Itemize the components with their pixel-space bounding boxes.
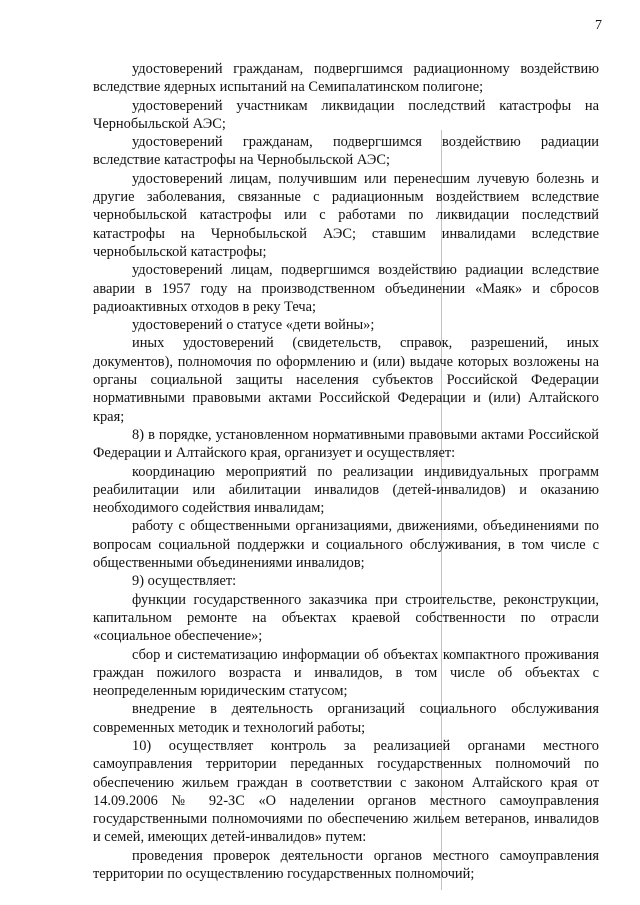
paragraph: 10) осуществляет контроль за реализацией органами местного самоуправления территории переданных государственных полномочий по обеспечению жильем граждан в соответствии с законом Алтайского края от 14.09.2006 № 92-ЗС «О наделении органов местного самоуправления государственными полномочиями по обеспечению жильем ветеранов, инвалидов и семей, имеющих детей-инвалидов» путем: bbox=[93, 737, 599, 846]
paragraph: работу с общественными организациями, движениями, объединениями по вопросам социальной поддержки и социального обслуживания, в том числе с общественными объединениями инвалидов; bbox=[93, 518, 599, 572]
paragraph: удостоверений лицам, подвергшимся воздействию радиации вследствие аварии в 1957 году на производственном объединении «Маяк» и сбросов радиоактивных отходов в реку Теча; bbox=[93, 262, 599, 315]
paragraph: иных удостоверений (свидетельств, справок, разрешений, иных документов), полномочия по оформлению и (или) выдаче которых возложены на органы социальной защиты населения субъектов Российской Федерации нормативными правовыми актами Российской Федерации и (или) Алтайского края; bbox=[93, 335, 599, 425]
page-number: 7 bbox=[595, 18, 602, 33]
paragraph: удостоверений гражданам, подвергшимся воздействию радиации вследствие катастрофы на Чернобыльской АЭС; bbox=[93, 134, 599, 169]
paragraph: удостоверений о статусе «дети войны»; bbox=[132, 317, 375, 334]
paragraph: 8) в порядке, установленном нормативными правовыми актами Российской Федерации и Алтайского края, организует и осуществляет: bbox=[93, 426, 599, 462]
paragraph: проведения проверок деятельности органов местного самоуправления территории по осуществлению государственных полномочий; bbox=[93, 847, 599, 883]
paragraph: удостоверений участникам ликвидации последствий катастрофы на Чернобыльской АЭС; bbox=[93, 97, 599, 132]
document-body bbox=[93, 60, 599, 883]
paragraph: удостоверений лицам, получившим или перенесшим лучевую болезнь и другие заболевания, связанные с радиационным воздействием вследствие чернобыльской катастрофы или с работами по ликвидации последствий катастрофы на Чернобыльской АЭС; ставшим инвалидами вследствие чернобыльской катастрофы; bbox=[93, 170, 599, 260]
paragraph: внедрение в деятельность организаций социального обслуживания современных методик и технологий работы; bbox=[93, 701, 599, 736]
paragraph: координацию мероприятий по реализации индивидуальных программ реабилитации или абилитации инвалидов (детей-инвалидов) и оказанию необходимого содействия инвалидам; bbox=[93, 463, 599, 517]
paragraph: 9) осуществляет: bbox=[132, 573, 237, 590]
paragraph: удостоверений гражданам, подвергшимся радиационному воздействию вследствие ядерных испытаний на Семипалатинском полигоне; bbox=[93, 61, 599, 96]
paragraph: функции государственного заказчика при строительстве, реконструкции, капитальном ремонте на объектах краевой собственности по отрасли «социальное обеспечение»; bbox=[93, 591, 599, 645]
paragraph: сбор и систематизацию информации об объектах компактного проживания граждан пожилого возраста и инвалидов, в том числе об объектах с неопределенным юридическим статусом; bbox=[93, 646, 599, 700]
